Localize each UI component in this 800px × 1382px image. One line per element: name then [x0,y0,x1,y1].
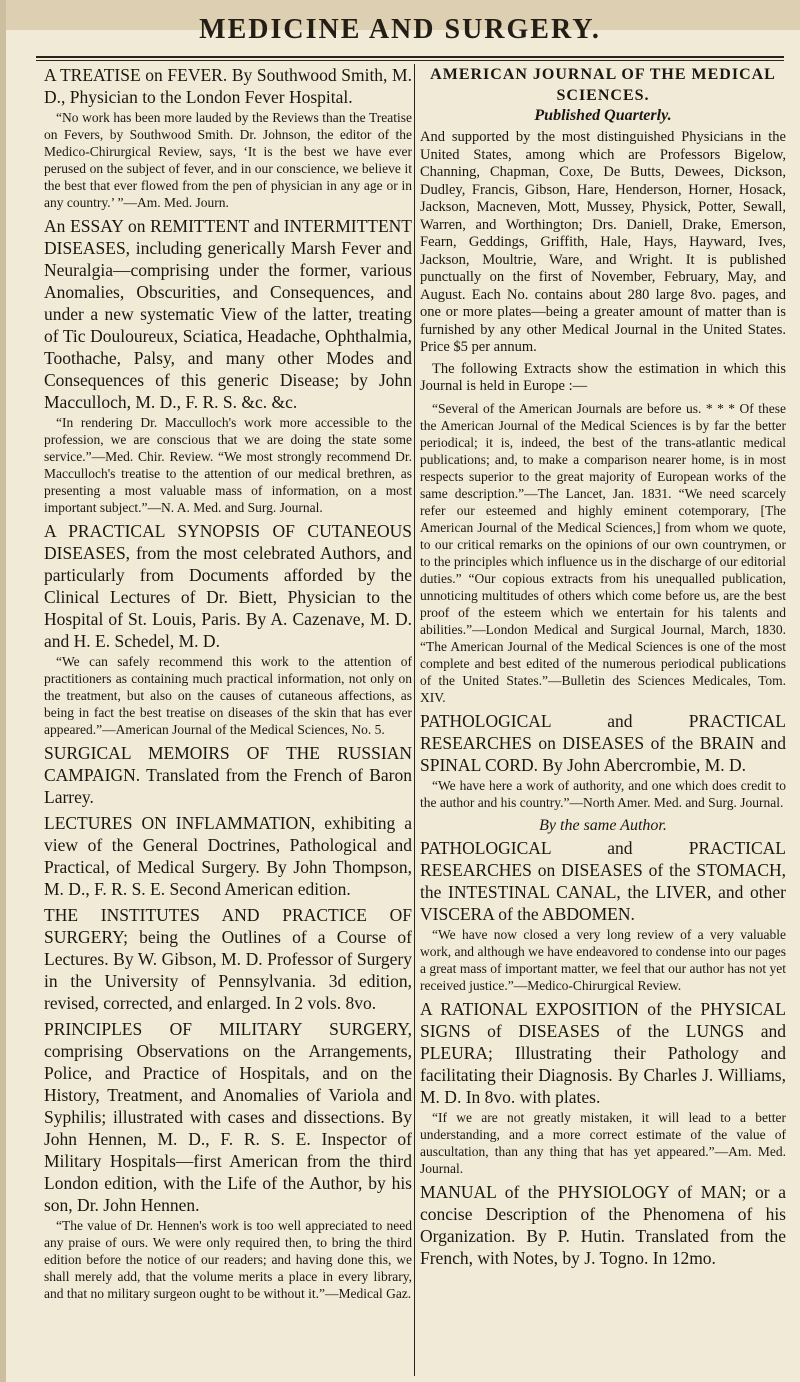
header-rule-thin [36,60,784,61]
entry-title: PATHOLOGICAL and PRACTICAL RESEARCHES on DISEASES of the STOMACH, the INTESTINAL CANAL, the LIVER, and other VISCERA of the ABDOMEN. [420,837,786,924]
entry-quote: “No work has been more lauded by the Reviews than the Treatise on Fevers, by Southwood Smith. Dr. Johnson, the editor of the Medico-Chirurgical Review, says, ‘It is the best we have ever perused on the subject of fever, and in our conscience, we believe it the best that ever flowed from the pen of physician in any age or in any country.’ ”—Am. Med. Journ. [44,110,412,210]
entry-surgical-memoirs [44,742,412,808]
entry-title: THE INSTITUTES AND PRACTICE OF SURGERY; being the Outlines of a Course of Lectures. By W. Gibson, M. D. Professor of Surgery in the University of Pennsylvania. 3d edition, revised, corrected, and enlarged. In 2 vols. 8vo. [44,905,412,1013]
page-edge [0,0,6,1382]
entry-title: A RATIONAL EXPOSITION of the PHYSICAL SIGNS of DISEASES of the LUNGS and PLEURA; Illustrating their Pathology and facilitating their Diagnosis. By Charles J. Williams, M. D. In 8vo. with plates. [420,998,786,1107]
journal-body-2: The following Extracts show the estimation in which this Journal is held in Europe :— [420,360,786,394]
entry-quote: “The value of Dr. Hennen's work is too well appreciated to need any praise of ours. We were only required then, to bring the third edition before the notice of our readers; and having done this, we shall merely add, that the volume merits a place in every library, and that no military surgeon ought to be without it.”—Medical Gaz. [44,1218,412,1301]
entry-title: SURGICAL MEMOIRS OF THE RUSSIAN CAMPAIGN. Translated from the French of Baron Larrey. [44,743,412,807]
column-divider [414,64,415,1376]
entry-remittent [44,215,412,516]
entry-cutaneous [44,520,412,738]
header-rule [36,56,784,58]
entry-title: MANUAL of the PHYSIOLOGY of MAN; or a concise Description of the Phenomena of his Organization. By P. Hutin. Translated from the French, with Notes, by J. Togno. In 12mo. [420,1181,786,1268]
entry-brain [420,710,786,811]
entry-lungs [420,998,786,1177]
entry-institutes [44,904,412,1014]
entry-title: PRINCIPLES OF MILITARY SURGERY, comprising Observations on the Arrangements, Police, and Practice of Hospitals, and on the History, Treatment, and Anomalies of Variola and Syphilis; illustrated with cases and dissections. By John Hennen, M. D., F. R. S. E. Inspector of Military Hospitals—first American from the third London edition, with the Life of the Author, by his son, Dr. John Hennen. [44,1019,412,1215]
journal-title: AMERICAN JOURNAL OF THE MEDICAL SCIENCES. [430,66,776,104]
page-header: MEDICINE AND SURGERY. [199,14,601,45]
entry-military-surgery [44,1018,412,1302]
entry-quote: “If we are not greatly mistaken, it will lead to a better understanding, and a more correct estimate of the value of auscultation, than any thing that has yet appeared.”—Am. Med. Journal. [420,1109,786,1176]
entry-physiology [420,1181,786,1269]
entry-quote: “We have here a work of authority, and one which does credit to the author and his country.”—North Amer. Med. and Surg. Journal. [420,777,786,810]
left-column [44,64,412,1378]
entry-stomach [420,837,786,994]
entry-title: An ESSAY on REMITTENT and INTERMITTENT DISEASES, including generically Marsh Fever and Neuralgia—comprising under the former, various Anomalies, Obscurities, and Consequences, and under a new systematic View of the latter, treating of Tic Douloureux, Sciatica, Headache, Ophthalmia, Toothache, Palsy, and many other Modes and Consequences of this generic Disease; by John Macculloch, M. D., F. R. S. &c. &c. [44,216,412,412]
journal-subtitle: Published Quarterly. [534,107,672,124]
entry-inflammation [44,812,412,900]
journal-quotes: “Several of the American Journals are before us. * * * Of these the American Journal of the Medical Sciences is by far the better periodical; it is, indeed, the best of the trans-atlantic medical publications; and, to make a comparison nearer home, is in most respects superior to the great majority of European works of the same description.”—The Lancet, Jan. 1831. “We need scarcely refer our esteemed and highly eminent cotemporary, [The American Journal of the Medical Sciences,] from whom we quote, to our critical remarks on the opinions of our own countrymen, or to the principles which influence us in the discharge of our editorial duties.” “Our copious extracts from his unequalled publication, unnoticing multitudes of others which come before us, are the best proof of the esteem which we entertain for his talents and abilities.”—London Medical and Surgical Journal, March, 1830. “The American Journal of the Medical Sciences is one of the most complete and best edited of the numerous periodical publications of the United States.”—Bulletin des Sciences Medicales, Tom. XIV. [420,400,786,705]
right-column [420,64,786,1378]
entry-quote: “In rendering Dr. Macculloch's work more accessible to the profession, we are conscious that we are doing the state some service.”—Med. Chir. Review. “We most strongly recommend Dr. Macculloch's treatise to the attention of our medical brethren, as presenting a most valuable mass of information, on a most important subject.”—N. A. Med. and Surg. Journal. [44,415,412,515]
entry-fever [44,64,412,211]
entry-quote: “We can safely recommend this work to the attention of practitioners as containing much practical information, not only on the treatment, but also on the causes of cutaneous affections, as being in fact the best treatise on diseases of the skin that has ever appeared.”—American Journal of the Medical Sciences, No. 5. [44,654,412,737]
by-same-author: By the same Author. [539,816,667,834]
entry-title: A PRACTICAL SYNOPSIS OF CUTANEOUS DISEASES, from the most celebrated Authors, and particularly from Documents afforded by the Clinical Lectures of Dr. Biett, Physician to the Hospital of St. Louis, Paris. By A. Cazenave, M. D. and H. E. Schedel, M. D. [44,521,412,651]
entry-title: PATHOLOGICAL and PRACTICAL RESEARCHES on DISEASES of the BRAIN and SPINAL CORD. By John Abercrombie, M. D. [420,710,786,775]
entry-quote: “We have now closed a very long review of a very valuable work, and although we have endeavored to condense into our pages a great mass of important matter, we feel that our author has not yet received justice.”—Medico-Chirurgical Review. [420,926,786,993]
entry-title: LECTURES ON INFLAMMATION, exhibiting a view of the General Doctrines, Pathological and Practical, of Medical Surgery. By John Thompson, M. D., F. R. S. E. Second American edition. [44,813,412,899]
journal-body: And supported by the most distinguished Physicians in the United States, among which are Professors Bigelow, Channing, Chapman, Coxe, De Butts, Dewees, Dickson, Dudley, Francis, Gibson, Hare, Henderson, Horner, Hosack, Jackson, Macneven, Mott, Mussey, Physick, Potter, Sewall, Warren, and Worthington; Drs. Daniell, Drake, Emerson, Fearn, Geddings, Griffith, Hale, Hays, Hayward, Ives, Jackson, Moultrie, Ware, and Wright. It is published punctually on the first of November, February, May, and August. Each No. contains about 280 large 8vo. pages, and one or more plates—being a greater amount of matter than is furnished by any other Medical Journal in the United States. Price $5 per annum. [420,129,786,355]
entry-title: A TREATISE on FEVER. By Southwood Smith, M. D., Physician to the London Fever Hospital. [44,65,412,107]
